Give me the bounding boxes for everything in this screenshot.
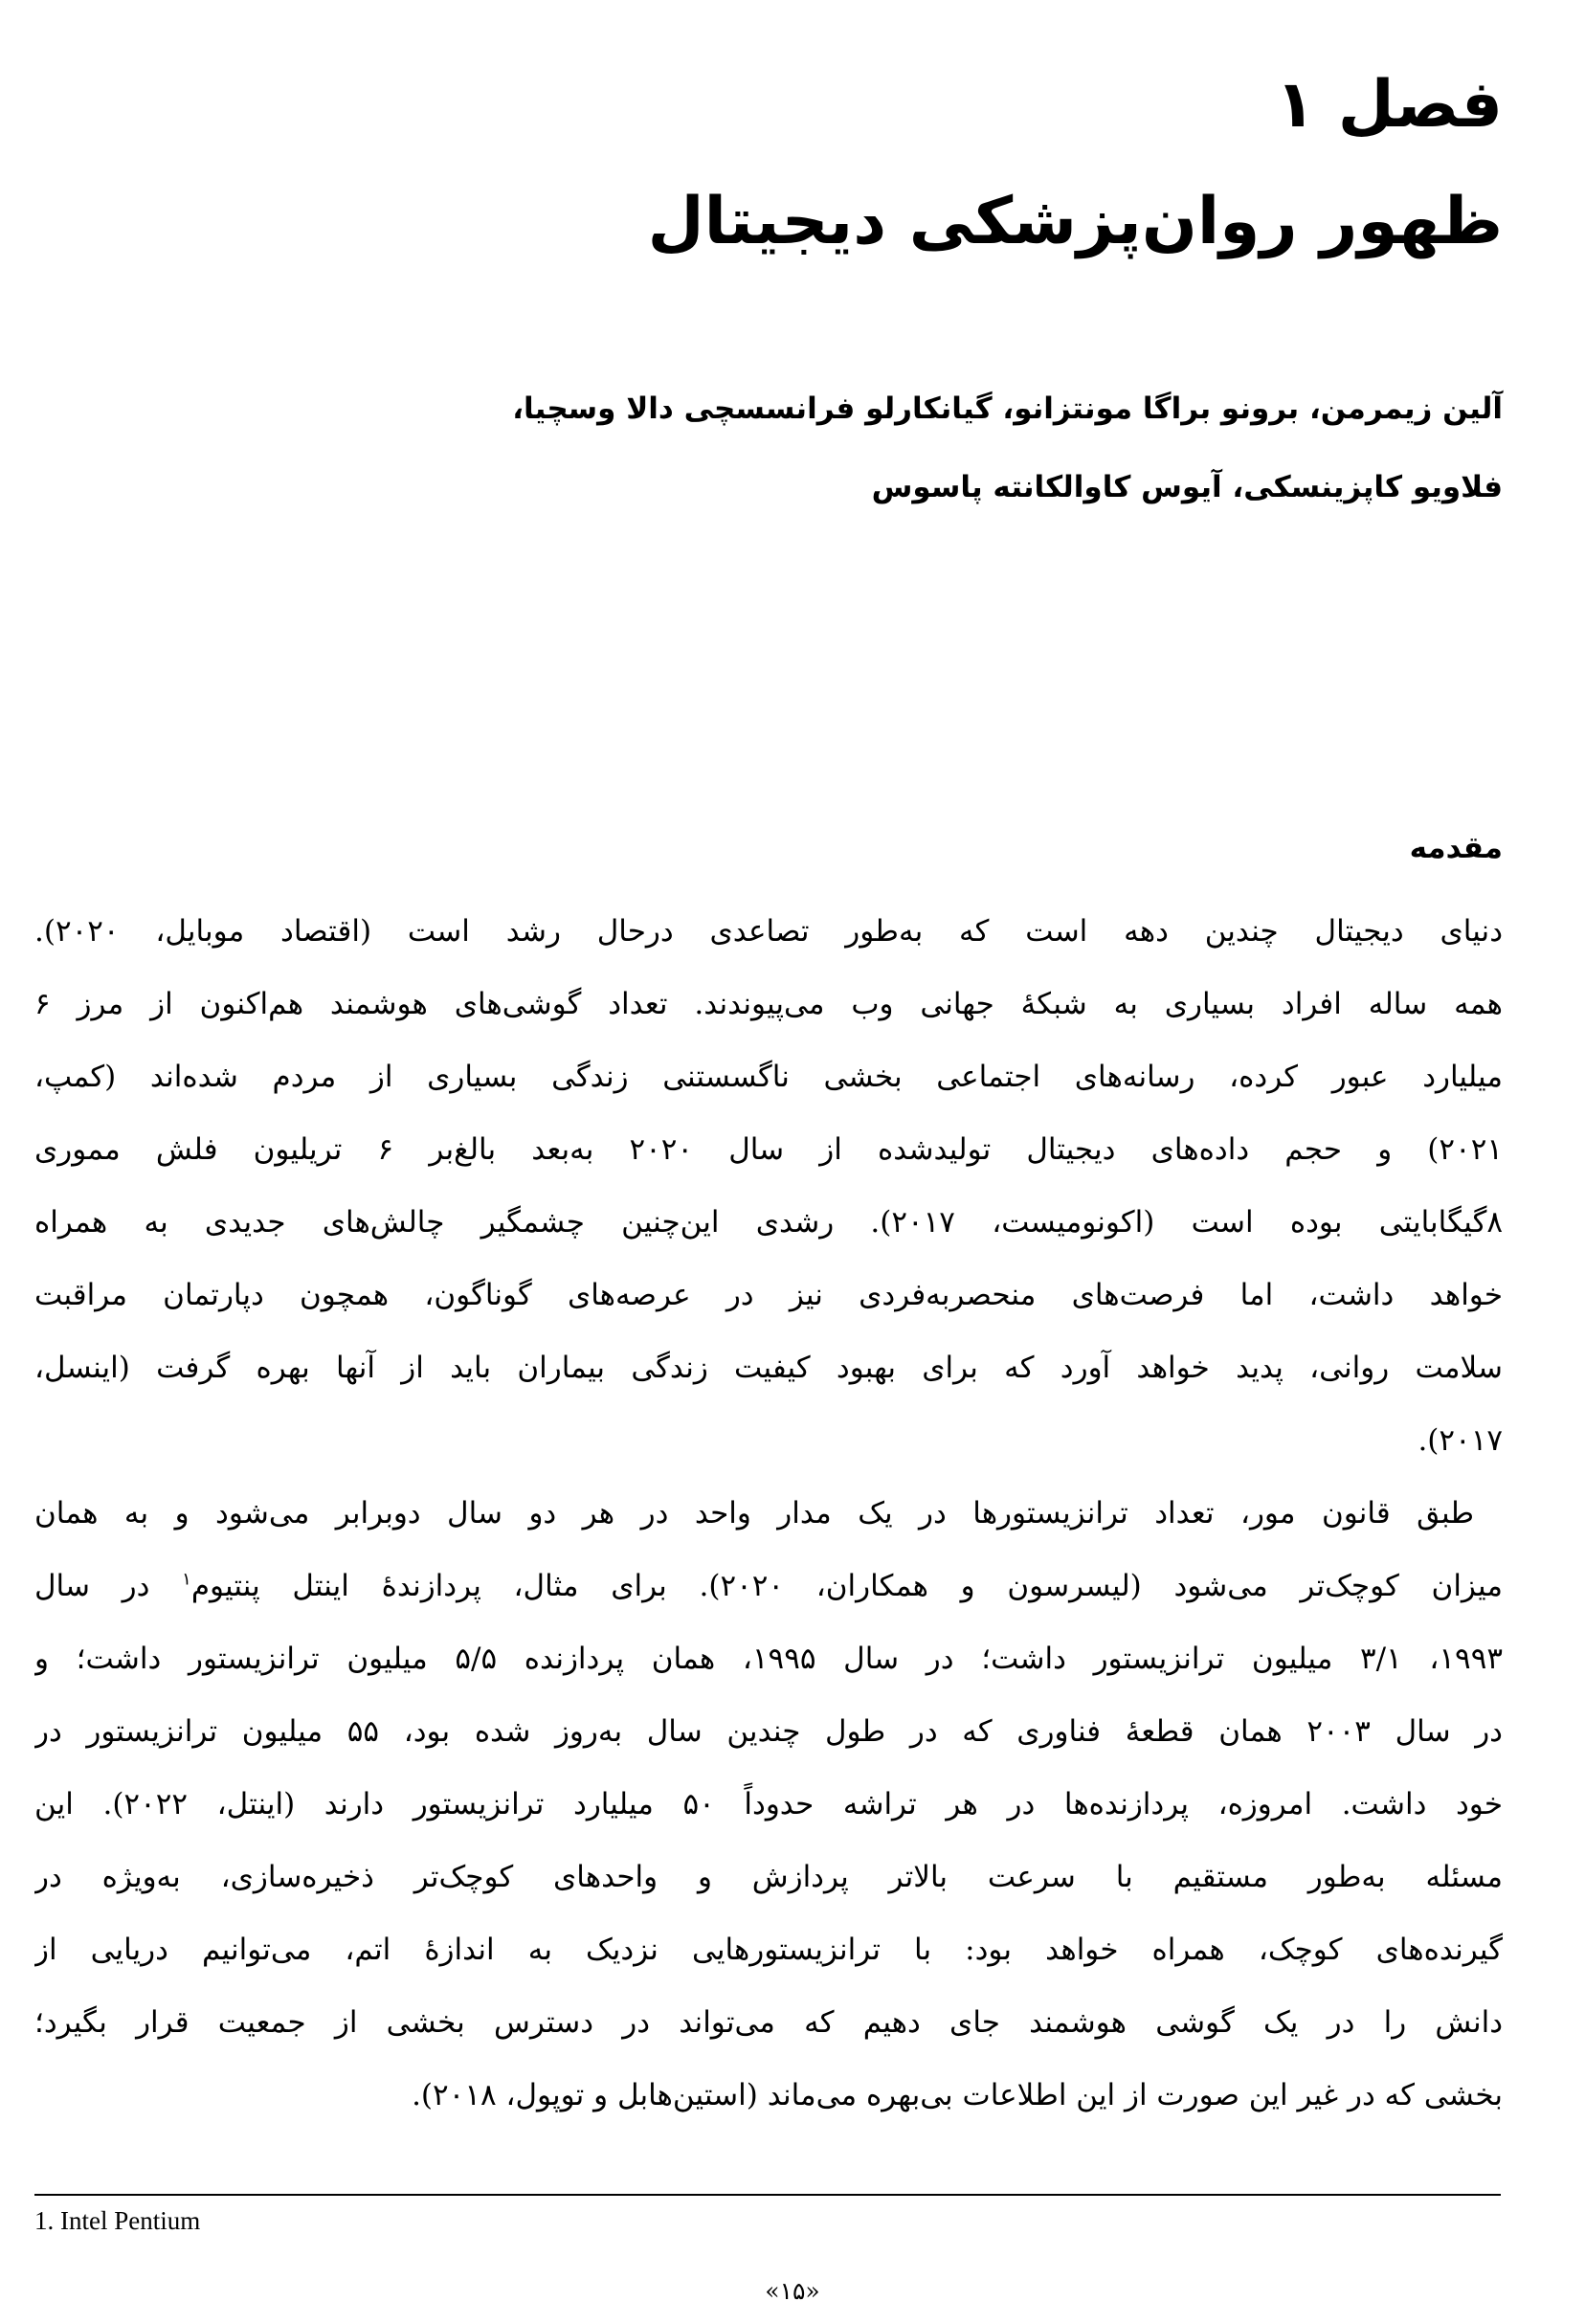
text-line-with-footnote — [34, 1550, 1503, 1622]
text-line: در سال ۲۰۰۳ همان قطعهٔ فناوری که در طول چندین سال به‌روز شده بود، ۵۵ میلیون ترانزیستور در — [34, 1714, 1503, 1749]
text-line: میلیارد عبور کرده، رسانه‌های اجتماعی بخشی ناگسستنی زندگی بسیاری از مردم شده‌اند (کمپ، — [34, 1060, 1503, 1094]
author-line-2: فلاویو کاپزینسکی، آیوس کاوالکانته پاسوس — [871, 470, 1503, 504]
text-line: گیرنده‌های کوچک، همراه خواهد بود: با ترانزیستورهایی نزدیک به اندازهٔ اتم، می‌توانیم دریایی از — [34, 1933, 1503, 1967]
text-line: خواهد داشت، اما فرصت‌های منحصربه‌فردی نیز در عرصه‌های گوناگون، همچون دپارتمان مراقبت — [34, 1278, 1503, 1312]
chapter-number: فصل ۱ — [1275, 67, 1503, 143]
author-line-1: آلین زیمرمن، برونو براگا مونتزانو، گیانکارلو فرانسسچی دالا وسچیا، — [512, 391, 1503, 426]
text-line: ۱۹۹۳، ۳/۱ میلیون ترانزیستور داشت؛ در سال ۱۹۹۵، همان پردازنده ۵/۵ میلیون ترانزیستور داشت؛ و — [34, 1642, 1503, 1676]
section-heading: مقدمه — [1409, 831, 1503, 865]
text-segment: میزان کوچک‌تر می‌شود (لیسرسون و همکاران، ۲۰۲۰). برای مثال، پردازندهٔ اینتل پنتیوم — [190, 1569, 1503, 1603]
body-text — [34, 895, 1503, 2132]
chapter-title: ظهور روان‌پزشکی دیجیتال — [647, 184, 1503, 259]
text-line: مسئله به‌طور مستقیم با سرعت بالاتر پردازش و واحدهای کوچک‌تر ذخیره‌سازی، به‌ویژه در — [34, 1860, 1503, 1894]
paragraph-2 — [34, 1477, 1503, 2132]
text-line: خود داشت. امروزه، پردازنده‌ها در هر تراشه حدوداً ۵۰ میلیارد ترانزیستور دارند (اینتل، ۲۰۲۲). این — [34, 1787, 1503, 1821]
footnote: 1. Intel Pentium — [34, 2206, 201, 2235]
text-line: سلامت روانی، پدید خواهد آورد که برای بهبود کیفیت زندگی بیماران باید از آنها بهره گرفت (اینسل، — [34, 1351, 1503, 1385]
page-number: «۱۵» — [765, 2277, 820, 2305]
footnote-marker[interactable]: ۱ — [182, 1569, 191, 1590]
paragraph-1 — [34, 895, 1503, 1477]
text-line: ۲۰۱۷). — [1418, 1423, 1503, 1458]
text-line: ۲۰۲۱) و حجم داده‌های دیجیتال تولیدشده از سال ۲۰۲۰ به‌بعد بالغ‌بر ۶ تریلیون فلش مموری — [34, 1132, 1503, 1167]
text-line: طبق قانون مور، تعداد ترانزیستورها در یک مدار واحد در هر دو سال دوبرابر می‌شود و به همان — [34, 1496, 1474, 1531]
text-segment: در سال — [34, 1569, 150, 1603]
author-list — [82, 369, 1503, 526]
footnote-divider — [34, 2194, 1501, 2196]
text-line: بخشی که در غیر این صورت از این اطلاعات بی‌بهره می‌ماند (استین‌هابل و توپول، ۲۰۱۸). — [412, 2078, 1503, 2112]
text-line: دنیای دیجیتال چندین دهه است که به‌طور تصاعدی درحال رشد است (اقتصاد موبایل، ۲۰۲۰). — [34, 914, 1503, 949]
text-line: همه ساله افراد بسیاری به شبکهٔ جهانی وب می‌پیوندند. تعداد گوشی‌های هوشمند هم‌اکنون از مرز ۶ — [34, 987, 1503, 1021]
text-line: دانش را در یک گوشی هوشمند جای دهیم که می‌تواند در دسترس بخشی از جمعیت قرار بگیرد؛ — [34, 2005, 1503, 2040]
text-line: ۸گیگابایتی بوده است (اکونومیست، ۲۰۱۷). رشدی این‌چنین چشمگیر چالش‌های جدیدی به همراه — [34, 1205, 1503, 1240]
